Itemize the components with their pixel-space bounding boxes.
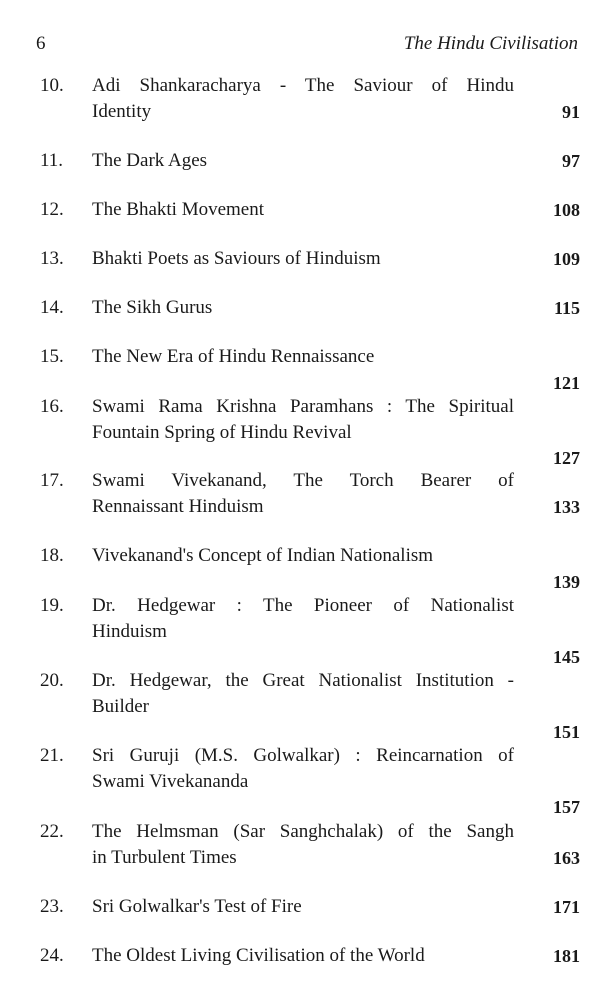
entry-title-line: Rennaissant Hinduism [92, 496, 264, 517]
entry-number: 12. [40, 199, 64, 220]
entry-page-number: 97 [562, 151, 580, 171]
entry-page-number: 115 [553, 298, 580, 318]
page-number: 6 [36, 33, 46, 54]
entry-title-line: Hinduism [92, 621, 167, 642]
entry-title-line: The New Era of Hindu Rennaissance [92, 346, 375, 367]
entry-page-number: 108 [553, 200, 580, 220]
entry-number: 14. [40, 297, 64, 318]
entry-title-line: Dr. Hedgewar : The Pioneer of Nationalist [92, 595, 514, 616]
entry-number: 23. [40, 896, 64, 917]
entry-number: 22. [40, 821, 64, 842]
entry-title-line: Adi Shankaracharya - The Saviour of Hindu [92, 75, 514, 96]
entry-number: 16. [40, 396, 64, 417]
entry-number: 19. [40, 595, 64, 616]
entry-number: 24. [40, 945, 64, 966]
entry-number: 11. [40, 150, 64, 171]
entry-title-line: The Dark Ages [92, 150, 208, 171]
entry-title-line: The Sikh Gurus [92, 297, 213, 318]
entry-title-line: Builder [92, 696, 149, 717]
entry-number: 21. [40, 745, 64, 766]
entry-number: 17. [40, 470, 64, 491]
entry-number: 13. [40, 248, 64, 269]
entry-page-number: 91 [562, 102, 580, 122]
entry-page-number: 157 [553, 797, 580, 817]
entry-number: 15. [40, 346, 64, 367]
entry-title-line: The Oldest Living Civilisation of the World [92, 945, 425, 966]
entry-title-line: Dr. Hedgewar, the Great Nationalist Institution - [92, 670, 514, 691]
entry-page-number: 139 [553, 572, 580, 592]
entry-title-line: Identity [92, 101, 152, 122]
entry-page-number: 109 [553, 249, 580, 269]
entry-title-line: Vivekanand's Concept of Indian Nationalism [92, 545, 434, 566]
entry-title-line: Sri Guruji (M.S. Golwalkar) : Reincarnation of [92, 745, 514, 766]
entry-page-number: 121 [553, 373, 580, 393]
entry-page-number: 171 [553, 897, 580, 917]
entry-title-line: Swami Vivekananda [92, 771, 249, 792]
entry-title-line: Swami Rama Krishna Paramhans : The Spiritual [92, 396, 514, 417]
entry-title-line: Bhakti Poets as Saviours of Hinduism [92, 248, 381, 269]
entry-title-line: Sri Golwalkar's Test of Fire [92, 896, 302, 917]
entry-title-line: in Turbulent Times [92, 847, 237, 868]
entry-number: 10. [40, 75, 64, 96]
running-title: The Hindu Civilisation [403, 33, 578, 54]
entry-title-line: The Helmsman (Sar Sanghchalak) of the Sangh [92, 821, 514, 842]
entry-page-number: 181 [553, 946, 580, 966]
entry-page-number: 133 [553, 497, 580, 517]
entry-page-number: 127 [553, 448, 580, 468]
entry-title-line: Fountain Spring of Hindu Revival [92, 422, 352, 443]
entry-title-line: The Bhakti Movement [92, 199, 265, 220]
entry-page-number: 151 [553, 722, 580, 742]
entry-page-number: 145 [553, 647, 580, 667]
entry-number: 18. [40, 545, 64, 566]
entry-page-number: 163 [553, 848, 580, 868]
entry-title-line: Swami Vivekanand, The Torch Bearer of [92, 470, 514, 491]
entry-number: 20. [40, 670, 64, 691]
